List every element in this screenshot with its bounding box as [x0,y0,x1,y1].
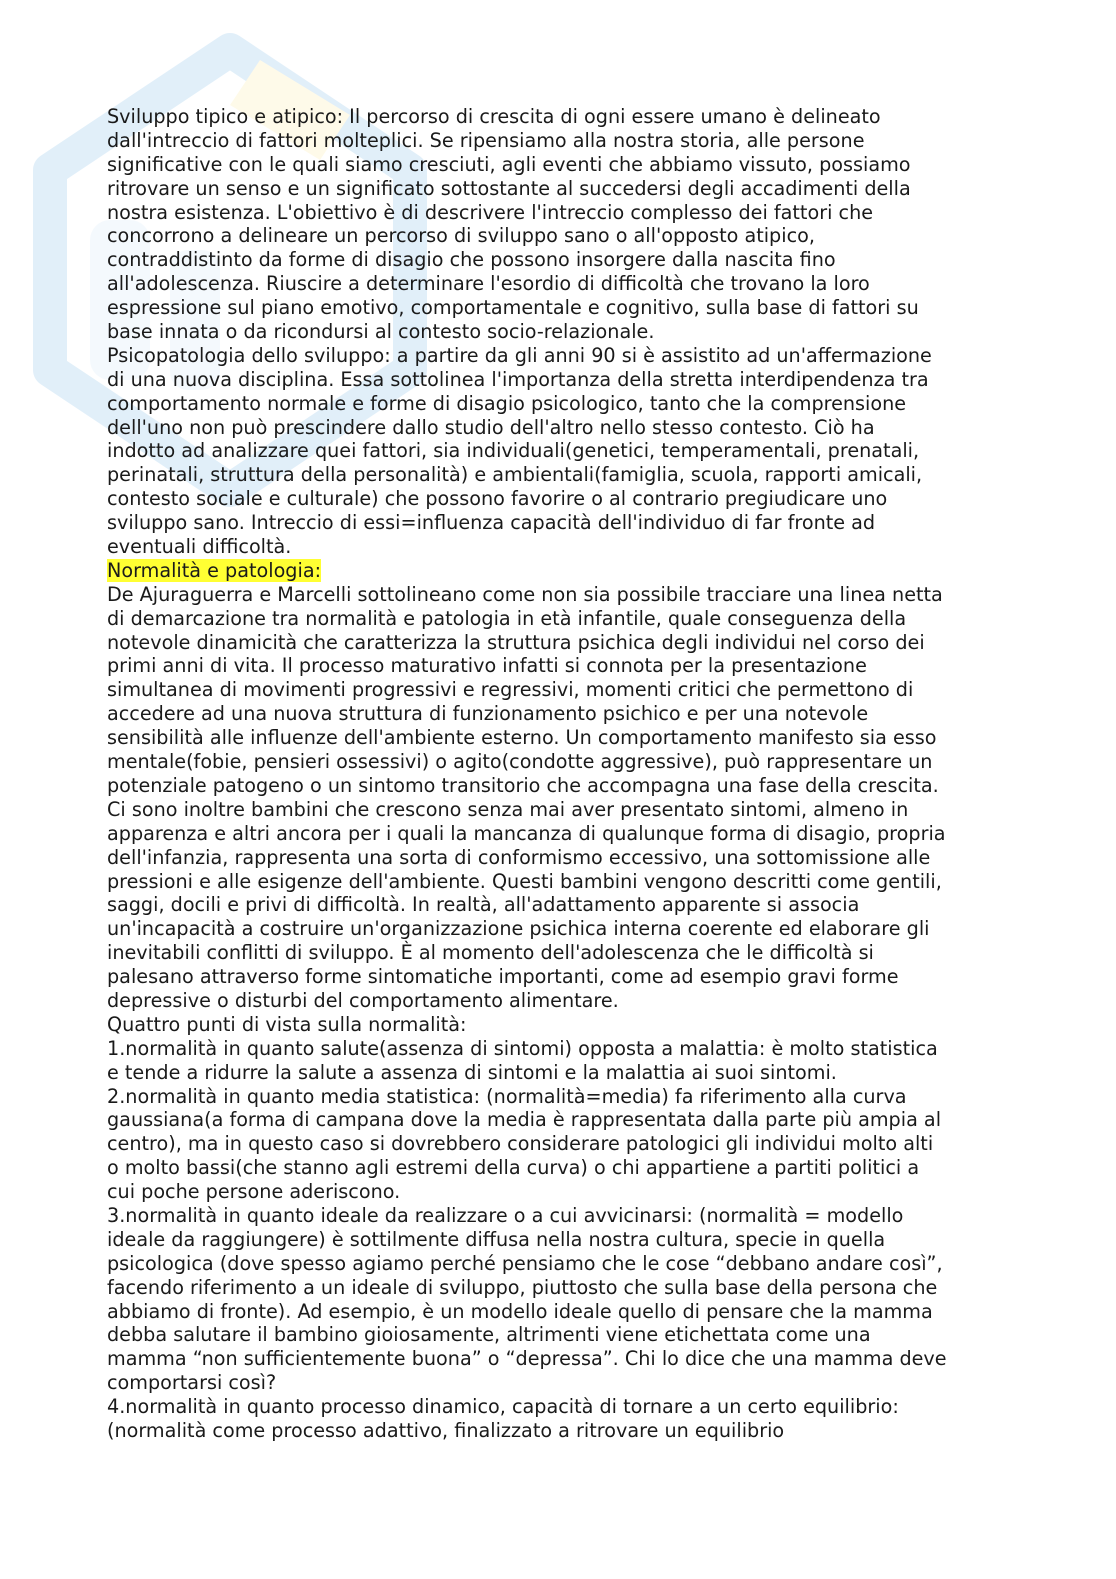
text-line: simultanea di movimenti progressivi e regressivi, momenti critici che permettono di [107,678,914,702]
text-line: De Ajuraguerra e Marcelli sottolineano come non sia possibile tracciare una linea netta [107,582,943,606]
text-line: 3.normalità in quanto ideale da realizzare o a cui avvicinarsi: (normalità = modello [107,1203,904,1227]
text-line: Sviluppo tipico e atipico: Il percorso di crescita di ogni essere umano è delineato [107,105,881,128]
text-line: dall'intreccio di fattori molteplici. Se ripensiamo alla nostra storia, alle persone [107,128,865,152]
text-line: comportamento normale e forme di disagio psicologico, tanto che la comprensione [107,391,907,415]
text-line: notevole dinamicità che caratterizza la struttura psichica degli individui nel corso dei [107,630,925,654]
text-line: un'incapacità a costruire un'organizzazione psichica interna coerente ed elaborare gli [107,917,930,941]
text-line: saggi, docili e privi di difficoltà. In realtà, all'adattamento apparente si associa [107,893,860,917]
text-line: contraddistinto da forme di disagio che possono insorgere dalla nascita fino [107,248,836,272]
text-line: Ci sono inoltre bambini che crescono senza mai aver presentato sintomi, almeno in [107,797,909,821]
text-line: perinatali, struttura della personalità) e ambientali(famiglia, scuola, rapporti amicali, [107,463,923,487]
text-line: sensibilità alle influenze dell'ambiente esterno. Un comportamento manifesto sia esso [107,726,937,750]
text-line: potenziale patogeno o un sintomo transitorio che accompagna una fase della crescita. [107,773,939,797]
text-line: accedere ad una nuova struttura di funzionamento psichico e per una notevole [107,702,869,726]
text-line: 1.normalità in quanto salute(assenza di sintomi) opposta a malattia: è molto statistica [107,1036,938,1060]
text-line: palesano attraverso forme sintomatiche importanti, come ad esempio gravi forme [107,965,899,989]
text-line: psicologica (dove spesso agiamo perché pensiamo che le cose “debbano andare così”, [107,1251,943,1275]
text-line: primi anni di vita. Il processo maturativo infatti si connota per la presentazione [107,654,867,678]
heading-line [107,559,1027,583]
text-line: Quattro punti di vista sulla normalità: [107,1012,467,1036]
text-line: o molto bassi(che stanno agli estremi della curva) o chi appartiene a partiti politici a [107,1156,920,1180]
text-line: gaussiana(a forma di campana dove la media è rappresentata dalla parte più ampia al [107,1108,942,1132]
section-sviluppo [107,105,1027,344]
text-line: espressione sul piano emotivo, comportamentale e cognitivo, sulla base di fattori su [107,296,919,320]
text-line: Psicopatologia dello sviluppo: a partire da gli anni 90 si è assistito ad un'affermazione [107,343,932,367]
text-line: (normalità come processo adattivo, finalizzato a ritrovare un equilibrio [107,1418,785,1442]
section-normalita [107,583,1027,1443]
text-line: concorrono a delineare un percorso di sviluppo sano o all'opposto atipico, [107,224,815,248]
heading-normalita-patologia: Normalità e patologia: [107,558,322,582]
document-body [107,105,1027,1443]
text-line: contesto sociale e culturale) che possono favorire o al contrario pregiudicare uno [107,487,888,511]
text-line: di demarcazione tra normalità e patologia in età infantile, quale conseguenza della [107,606,907,630]
text-line: e tende a ridurre la salute a assenza di sintomi e la malattia ai suoi sintomi. [107,1060,837,1084]
text-line: facendo riferimento a un ideale di sviluppo, piuttosto che sulla base della persona che [107,1275,938,1299]
text-line: base innata o da ricondursi al contesto socio-relazionale. [107,320,655,344]
text-line: apparenza e altri ancora per i quali la mancanza di qualunque forma di disagio, propria [107,821,946,845]
text-line: pressioni e alle esigenze dell'ambiente. Questi bambini vengono descritti come gentili, [107,869,942,893]
text-line: abbiamo di fronte). Ad esempio, è un modello ideale quello di pensare che la mamma [107,1299,933,1323]
text-line: cui poche persone aderiscono. [107,1180,401,1204]
text-line: ideale da raggiungere) è sottilmente diffusa nella nostra cultura, specie in quella [107,1227,886,1251]
text-line: depressive o disturbi del comportamento alimentare. [107,988,619,1012]
text-line: all'adolescenza. Riuscire a determinare l'esordio di difficoltà che trovano la loro [107,272,870,296]
text-line: di una nuova disciplina. Essa sottolinea l'importanza della stretta interdipendenza tra [107,367,929,391]
text-line: indotto ad analizzare quei fattori, sia individuali(genetici, temperamentali, prenatali, [107,439,920,463]
text-line: debba salutare il bambino gioiosamente, altrimenti viene etichettata come una [107,1323,871,1347]
section-psicopatologia [107,344,1027,559]
text-line: 4.normalità in quanto processo dinamico, capacità di tornare a un certo equilibrio: [107,1395,899,1419]
text-line: inevitabili conflitti di sviluppo. È al momento dell'adolescenza che le difficoltà si [107,941,874,965]
text-line: nostra esistenza. L'obiettivo è di descrivere l'intreccio complesso dei fattori che [107,200,874,224]
text-line: mentale(fobie, pensieri ossessivi) o agito(condotte aggressive), può rappresentare un [107,750,933,774]
text-line: 2.normalità in quanto media statistica: (normalità=media) fa riferimento alla curva [107,1084,907,1108]
text-line: dell'uno non può prescindere dallo studio dell'altro nello stesso contesto. Ciò ha [107,415,875,439]
text-line: centro), ma in questo caso si dovrebbero considerare patologici gli individui molto alti [107,1132,934,1156]
text-line: eventuali difficoltà. [107,535,292,559]
text-line: significative con le quali siamo cresciuti, agli eventi che abbiamo vissuto, possiamo [107,152,911,176]
text-line: mamma “non sufficientemente buona” o “depressa”. Chi lo dice che una mamma deve [107,1347,947,1371]
text-line: dell'infanzia, rappresenta una sorta di conformismo eccessivo, una sottomissione alle [107,845,931,869]
text-line: sviluppo sano. Intreccio di essi=influenza capacità dell'individuo di far fronte ad [107,511,876,535]
text-line: ritrovare un senso e un significato sottostante al succedersi degli accadimenti della [107,176,911,200]
text-line: comportarsi così? [107,1371,277,1395]
